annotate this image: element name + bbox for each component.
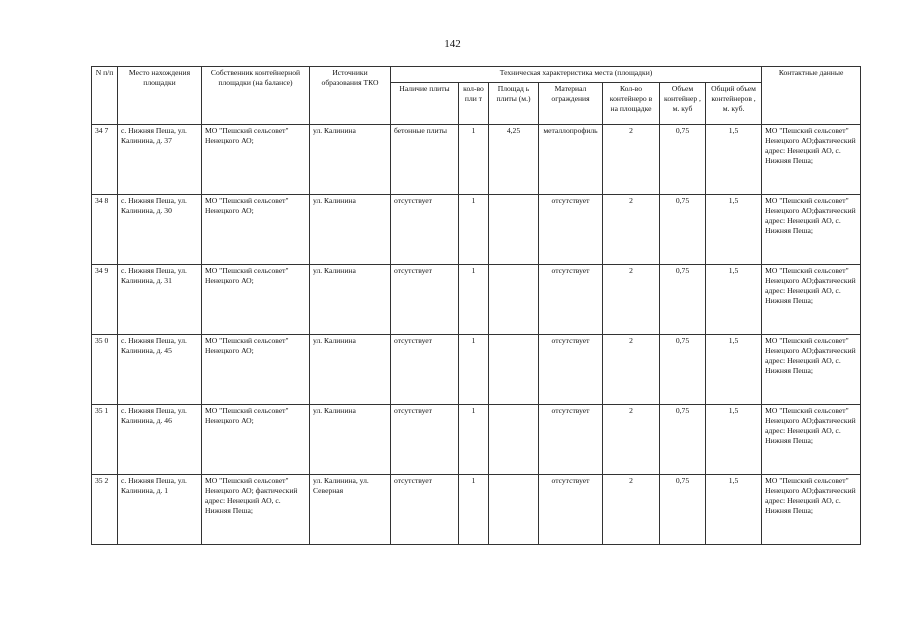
cell-volume: 0,75 bbox=[660, 335, 706, 405]
cell-fence: отсутствует bbox=[539, 265, 603, 335]
cell-num: 34 8 bbox=[92, 195, 118, 265]
table-row bbox=[92, 125, 861, 195]
cell-contacts: МО "Пешский сельсовет" Ненецкого АО;фактический адрес: Ненецкий АО, с. Нижняя Пеша; bbox=[762, 405, 861, 475]
cell-contacts: МО "Пешский сельсовет" Ненецкого АО;фактический адрес: Ненецкий АО, с. Нижняя Пеша; bbox=[762, 335, 861, 405]
cell-volume: 0,75 bbox=[660, 195, 706, 265]
cell-fence: отсутствует bbox=[539, 335, 603, 405]
cell-fence: отсутствует bbox=[539, 475, 603, 545]
cell-total-volume: 1,5 bbox=[706, 335, 762, 405]
cell-location: с. Нижняя Пеша, ул. Калинина, д. 1 bbox=[118, 475, 202, 545]
cell-fence: отсутствует bbox=[539, 405, 603, 475]
header-contacts: Контактные данные bbox=[762, 67, 861, 125]
cell-plate-area bbox=[489, 195, 539, 265]
cell-volume: 0,75 bbox=[660, 475, 706, 545]
cell-num: 34 7 bbox=[92, 125, 118, 195]
cell-location: с. Нижняя Пеша, ул. Калинина, д. 30 bbox=[118, 195, 202, 265]
cell-sources: ул. Калинина bbox=[310, 265, 391, 335]
cell-plate-area bbox=[489, 335, 539, 405]
cell-owner: МО "Пешский сельсовет" Ненецкого АО; bbox=[202, 125, 310, 195]
cell-containers: 2 bbox=[603, 265, 660, 335]
cell-containers: 2 bbox=[603, 475, 660, 545]
cell-total-volume: 1,5 bbox=[706, 475, 762, 545]
cell-plate-count: 1 bbox=[459, 335, 489, 405]
cell-plate-count: 1 bbox=[459, 195, 489, 265]
cell-total-volume: 1,5 bbox=[706, 265, 762, 335]
cell-total-volume: 1,5 bbox=[706, 125, 762, 195]
cell-owner: МО "Пешский сельсовет" Ненецкого АО; bbox=[202, 405, 310, 475]
header-num: N п/п bbox=[92, 67, 118, 125]
cell-contacts: МО "Пешский сельсовет" Ненецкого АО;фактический адрес: Ненецкий АО, с. Нижняя Пеша; bbox=[762, 125, 861, 195]
cell-plate-count: 1 bbox=[459, 405, 489, 475]
header-tech: Техническая характеристика места (площадки) bbox=[391, 67, 762, 83]
cell-sources: ул. Калинина bbox=[310, 195, 391, 265]
cell-sources: ул. Калинина bbox=[310, 125, 391, 195]
cell-location: с. Нижняя Пеша, ул. Калинина, д. 46 bbox=[118, 405, 202, 475]
cell-plate-area bbox=[489, 265, 539, 335]
header-plate-count: кол-во пли т bbox=[459, 83, 489, 125]
cell-contacts: МО "Пешский сельсовет" Ненецкого АО;фактический адрес: Ненецкий АО, с. Нижняя Пеша; bbox=[762, 475, 861, 545]
cell-containers: 2 bbox=[603, 335, 660, 405]
header-owner: Собственник контейнерной площадки (на балансе) bbox=[202, 67, 310, 125]
header-volume: Объем контейнер , м. куб bbox=[660, 83, 706, 125]
page-number: 142 bbox=[444, 38, 461, 50]
cell-owner: МО "Пешский сельсовет" Ненецкого АО; bbox=[202, 265, 310, 335]
cell-plates: отсутствует bbox=[391, 265, 459, 335]
cell-sources: ул. Калинина bbox=[310, 405, 391, 475]
cell-plates: отсутствует bbox=[391, 335, 459, 405]
cell-plate-area bbox=[489, 475, 539, 545]
table-row bbox=[92, 195, 861, 265]
cell-plates: бетонные плиты bbox=[391, 125, 459, 195]
cell-location: с. Нижняя Пеша, ул. Калинина, д. 45 bbox=[118, 335, 202, 405]
cell-containers: 2 bbox=[603, 125, 660, 195]
cell-plates: отсутствует bbox=[391, 195, 459, 265]
cell-plate-count: 1 bbox=[459, 475, 489, 545]
table-row bbox=[92, 475, 861, 545]
cell-location: с. Нижняя Пеша, ул. Калинина, д. 31 bbox=[118, 265, 202, 335]
header-plates: Наличие плиты bbox=[391, 83, 459, 125]
cell-location: с. Нижняя Пеша, ул. Калинина, д. 37 bbox=[118, 125, 202, 195]
table-row bbox=[92, 335, 861, 405]
cell-plates: отсутствует bbox=[391, 475, 459, 545]
cell-fence: металлопрофиль bbox=[539, 125, 603, 195]
cell-plate-area bbox=[489, 405, 539, 475]
cell-num: 35 1 bbox=[92, 405, 118, 475]
cell-total-volume: 1,5 bbox=[706, 405, 762, 475]
cell-volume: 0,75 bbox=[660, 405, 706, 475]
cell-plate-count: 1 bbox=[459, 265, 489, 335]
header-fence: Материал ограждения bbox=[539, 83, 603, 125]
cell-sources: ул. Калинина, ул. Северная bbox=[310, 475, 391, 545]
cell-num: 35 2 bbox=[92, 475, 118, 545]
cell-owner: МО "Пешский сельсовет" Ненецкого АО; bbox=[202, 195, 310, 265]
container-sites-table bbox=[91, 66, 861, 545]
header-location: Место нахождения площадки bbox=[118, 67, 202, 125]
cell-owner: МО "Пешский сельсовет" Ненецкого АО; bbox=[202, 335, 310, 405]
cell-containers: 2 bbox=[603, 405, 660, 475]
cell-plates: отсутствует bbox=[391, 405, 459, 475]
cell-plate-area: 4,25 bbox=[489, 125, 539, 195]
cell-contacts: МО "Пешский сельсовет" Ненецкого АО;фактический адрес: Ненецкий АО, с. Нижняя Пеша; bbox=[762, 195, 861, 265]
cell-volume: 0,75 bbox=[660, 125, 706, 195]
table-row bbox=[92, 265, 861, 335]
header-sources: Источники образования ТКО bbox=[310, 67, 391, 125]
table-row bbox=[92, 405, 861, 475]
cell-volume: 0,75 bbox=[660, 265, 706, 335]
cell-fence: отсутствует bbox=[539, 195, 603, 265]
cell-plate-count: 1 bbox=[459, 125, 489, 195]
header-containers: Кол-во контейнеро в на площадке bbox=[603, 83, 660, 125]
cell-num: 35 0 bbox=[92, 335, 118, 405]
cell-owner: МО "Пешский сельсовет" Ненецкого АО; фактический адрес: Ненецкий АО, с. Нижняя Пеша; bbox=[202, 475, 310, 545]
cell-num: 34 9 bbox=[92, 265, 118, 335]
header-total-volume: Общий объем контейнеров , м. куб. bbox=[706, 83, 762, 125]
header-plate-area: Площад ь плиты (м.) bbox=[489, 83, 539, 125]
cell-sources: ул. Калинина bbox=[310, 335, 391, 405]
cell-contacts: МО "Пешский сельсовет" Ненецкого АО;фактический адрес: Ненецкий АО, с. Нижняя Пеша; bbox=[762, 265, 861, 335]
cell-total-volume: 1,5 bbox=[706, 195, 762, 265]
cell-containers: 2 bbox=[603, 195, 660, 265]
